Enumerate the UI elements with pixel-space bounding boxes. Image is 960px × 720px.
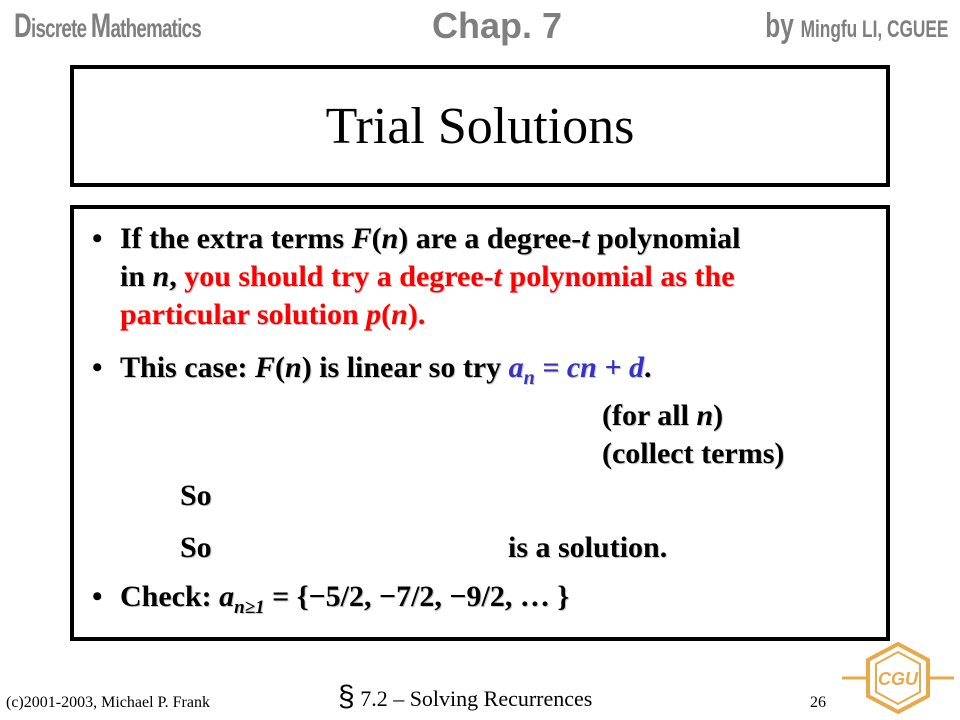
bullet-1-line-2: in n, you should try a degree-t polynomial as the <box>120 260 735 293</box>
content-box <box>70 205 890 641</box>
collect-terms-note: (collect terms) <box>602 437 785 470</box>
bullet-3-marker: • <box>92 580 103 613</box>
slide-title: Trial Solutions <box>325 97 635 155</box>
bullet-2-line: This case: F(n) is linear so try $a_n$ = cn + d. <box>120 351 652 389</box>
chapter-label: Chap. 7 <box>432 5 563 46</box>
bullet-1-marker: • <box>92 222 103 255</box>
page-number: 26 <box>810 694 826 711</box>
course-title: Discrete Mathematics <box>14 7 202 45</box>
bullet-1-line-3: particular solution p(n). <box>120 298 426 331</box>
title-box <box>70 65 890 187</box>
logo-text: CGU <box>878 669 918 689</box>
so-label-1: So <box>180 479 212 512</box>
so-label-2: So <box>180 531 212 564</box>
section-title: § 7.2 – Solving Recurrences <box>338 680 593 713</box>
copyright: (c)2001-2003, Michael P. Frank <box>6 694 210 711</box>
solution-label: is a solution. <box>508 531 668 564</box>
bullet-1-line-1: If the extra terms F(n) are a degree-t polynomial <box>120 222 741 255</box>
university-logo-icon <box>840 640 956 716</box>
for-all-n-note: (for all n) <box>602 399 724 432</box>
bullet-2-marker: • <box>92 351 103 384</box>
check-line: Check: $a_{n\ge 1} = \{-5/2$, −7/2, −9/2, … } <box>120 580 570 618</box>
author-label: by Mingfu LI, CGUEE <box>764 7 948 45</box>
